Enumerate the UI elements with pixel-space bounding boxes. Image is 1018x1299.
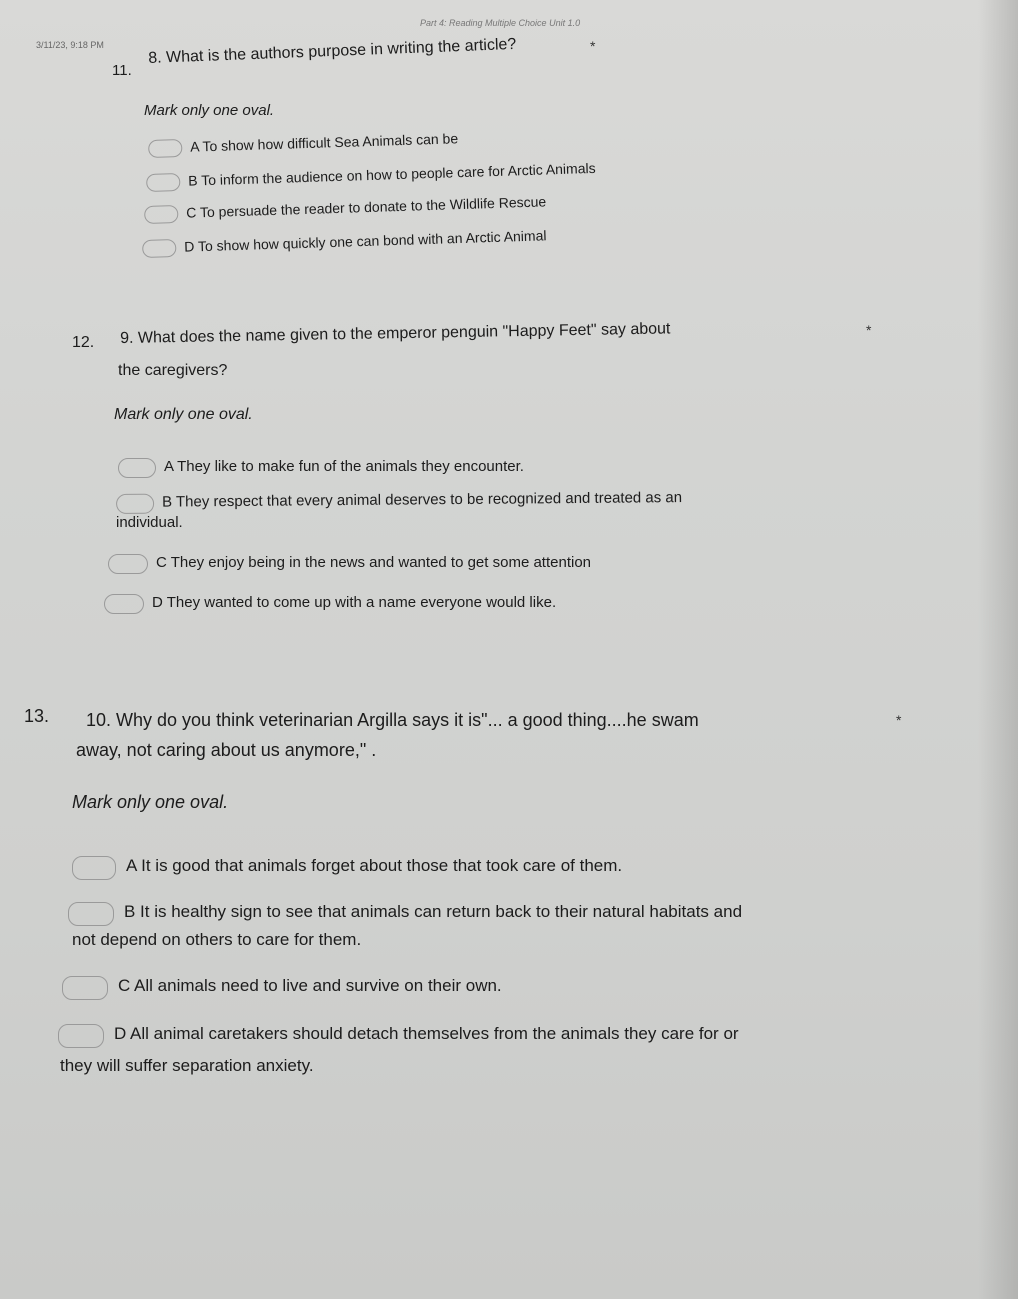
option-b[interactable] bbox=[68, 902, 742, 926]
question-number: 13. bbox=[24, 706, 50, 726]
option-a[interactable] bbox=[148, 130, 458, 158]
radio-oval[interactable] bbox=[118, 458, 156, 478]
radio-oval[interactable] bbox=[62, 976, 108, 1000]
instruction-hint: Mark only one oval. bbox=[72, 792, 229, 812]
option-label: C They enjoy being in the news and wanted to get some attention bbox=[156, 554, 592, 571]
option-d[interactable] bbox=[58, 1024, 739, 1048]
radio-oval[interactable] bbox=[146, 173, 181, 192]
instruction-hint: Mark only one oval. bbox=[114, 406, 253, 423]
radio-oval[interactable] bbox=[148, 139, 183, 158]
question-text-line2: the caregivers? bbox=[118, 362, 228, 379]
radio-oval[interactable] bbox=[72, 856, 116, 880]
required-marker: * bbox=[590, 38, 596, 54]
option-c[interactable] bbox=[144, 193, 546, 224]
radio-oval[interactable] bbox=[144, 205, 179, 224]
option-c[interactable] bbox=[62, 976, 502, 1000]
radio-oval[interactable] bbox=[116, 494, 154, 514]
option-d[interactable] bbox=[142, 227, 547, 258]
question-text: 8. What is the authors purpose in writing the article? bbox=[148, 35, 517, 67]
option-label: B To inform the audience on how to people care for Arctic Animals bbox=[187, 159, 596, 189]
required-marker: * bbox=[896, 712, 902, 728]
header-timestamp: 3/11/23, 9:18 PM bbox=[36, 40, 104, 50]
option-label: B It is healthy sign to see that animals can return back to their natural habitats and bbox=[124, 902, 743, 921]
question-number: 11. bbox=[112, 62, 132, 79]
option-label: C To persuade the reader to donate to the Wildlife Rescue bbox=[185, 193, 547, 221]
option-a[interactable] bbox=[118, 458, 524, 478]
question-number: 12. bbox=[72, 334, 95, 351]
question-text-line2: away, not caring about us anymore," . bbox=[76, 740, 377, 760]
option-b[interactable] bbox=[146, 160, 596, 192]
option-label: D All animal caretakers should detach themselves from the animals they care for or bbox=[114, 1024, 739, 1043]
page-shadow bbox=[978, 0, 1018, 1299]
option-b[interactable] bbox=[116, 489, 682, 514]
radio-oval[interactable] bbox=[108, 554, 148, 574]
radio-oval[interactable] bbox=[58, 1024, 104, 1048]
option-label: A It is good that animals forget about those that took care of them. bbox=[126, 856, 623, 875]
question-text-line1: 10. Why do you think veterinarian Argilla says it is"... a good thing....he swam bbox=[86, 710, 699, 730]
radio-oval[interactable] bbox=[142, 239, 177, 258]
question-text-line1: 9. What does the name given to the emperor penguin "Happy Feet" say about bbox=[120, 320, 671, 347]
radio-oval[interactable] bbox=[104, 594, 144, 614]
option-label: B They respect that every animal deserves to be recognized and treated as an bbox=[161, 489, 683, 511]
option-d[interactable] bbox=[104, 594, 556, 614]
option-label: C All animals need to live and survive on their own. bbox=[118, 976, 502, 995]
radio-oval[interactable] bbox=[68, 902, 114, 926]
required-marker: * bbox=[866, 322, 872, 338]
header-form-title: Part 4: Reading Multiple Choice Unit 1.0 bbox=[420, 18, 581, 28]
option-label: A They like to make fun of the animals they encounter. bbox=[164, 458, 524, 475]
option-label: D They wanted to come up with a name everyone would like. bbox=[152, 594, 557, 611]
option-b-continuation: individual. bbox=[116, 514, 183, 531]
instruction-hint: Mark only one oval. bbox=[144, 102, 275, 119]
option-d-continuation: they will suffer separation anxiety. bbox=[60, 1056, 314, 1075]
option-b-continuation: not depend on others to care for them. bbox=[72, 930, 362, 949]
option-a[interactable] bbox=[72, 856, 622, 880]
option-label: D To show how quickly one can bond with an Arctic Animal bbox=[183, 227, 547, 255]
option-label: A To show how difficult Sea Animals can be bbox=[189, 130, 459, 155]
option-c[interactable] bbox=[108, 554, 591, 574]
